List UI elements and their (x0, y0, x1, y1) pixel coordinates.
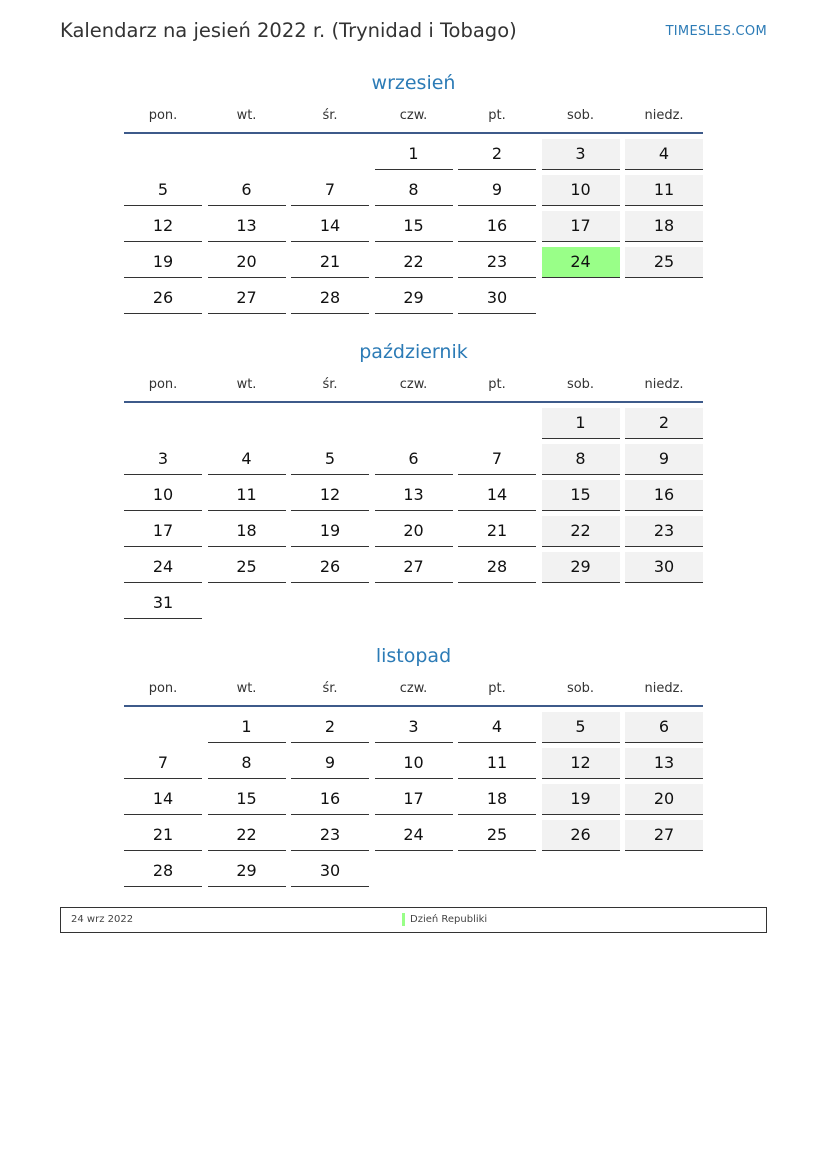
day-cell: 18 (625, 211, 703, 242)
empty-cell (124, 139, 202, 169)
legend-date: 24 wrz 2022 (71, 914, 134, 925)
day-cell: 10 (124, 480, 202, 511)
day-cell: 21 (124, 820, 202, 851)
day-cell: 22 (542, 516, 620, 547)
day-cell: 26 (542, 820, 620, 851)
day-cell: 13 (208, 211, 286, 242)
empty-cell (375, 408, 453, 438)
weekday-label: sob. (566, 108, 595, 123)
weekday-label: niedz. (644, 681, 684, 696)
day-cell: 6 (625, 712, 703, 743)
day-cell: 3 (124, 444, 202, 475)
weekday-label: pt. (488, 377, 506, 392)
weekday-label: czw. (399, 681, 428, 696)
page-title: Kalendarz na jesień 2022 r. (Trynidad i Tobago) (60, 19, 517, 42)
day-cell: 8 (542, 444, 620, 475)
weekday-label: wt. (236, 681, 257, 696)
legend-holiday-name: Dzień Republiki (410, 914, 488, 925)
day-cell: 7 (458, 444, 536, 475)
day-cell: 16 (625, 480, 703, 511)
weekday-label: sob. (566, 681, 595, 696)
day-cell: 27 (208, 283, 286, 314)
weekday-label: czw. (399, 108, 428, 123)
day-cell: 20 (208, 247, 286, 278)
empty-cell (291, 139, 369, 169)
day-cell: 11 (625, 175, 703, 206)
weekday-label: śr. (322, 377, 338, 392)
day-cell: 12 (542, 748, 620, 779)
empty-cell (124, 408, 202, 438)
day-cell: 20 (625, 784, 703, 815)
month-october (124, 336, 703, 619)
weekday-label: niedz. (644, 377, 684, 392)
day-cell: 17 (542, 211, 620, 242)
month-title: listopad (375, 645, 452, 667)
weekday-label: niedz. (644, 108, 684, 123)
day-cell: 5 (124, 175, 202, 206)
day-cell: 14 (458, 480, 536, 511)
day-cell: 19 (291, 516, 369, 547)
day-cell: 29 (542, 552, 620, 583)
day-cell: 25 (208, 552, 286, 583)
day-cell: 27 (625, 820, 703, 851)
day-cell: 16 (458, 211, 536, 242)
day-cell: 28 (291, 283, 369, 314)
day-cell: 1 (208, 712, 286, 743)
day-cell: 26 (124, 283, 202, 314)
weekday-label: wt. (236, 377, 257, 392)
day-cell: 5 (542, 712, 620, 743)
day-cell: 19 (124, 247, 202, 278)
day-grid (124, 139, 703, 314)
weekday-header (124, 368, 703, 403)
day-cell: 9 (458, 175, 536, 206)
brand-link[interactable]: TIMESLES.COM (665, 24, 767, 39)
day-cell: 29 (208, 856, 286, 887)
day-cell: 24 (124, 552, 202, 583)
holiday-day-cell: 24 (542, 247, 620, 278)
day-cell: 27 (375, 552, 453, 583)
day-cell: 10 (375, 748, 453, 779)
day-cell: 13 (625, 748, 703, 779)
day-cell: 11 (458, 748, 536, 779)
day-cell: 12 (124, 211, 202, 242)
day-cell: 7 (291, 175, 369, 206)
day-cell: 10 (542, 175, 620, 206)
day-cell: 13 (375, 480, 453, 511)
day-cell: 18 (458, 784, 536, 815)
month-september (124, 67, 703, 314)
empty-cell (291, 408, 369, 438)
day-cell: 8 (375, 175, 453, 206)
day-cell: 3 (375, 712, 453, 743)
day-cell: 6 (208, 175, 286, 206)
day-cell: 17 (375, 784, 453, 815)
weekday-label: sob. (566, 377, 595, 392)
day-cell: 4 (208, 444, 286, 475)
day-cell: 12 (291, 480, 369, 511)
day-cell: 7 (124, 748, 202, 779)
day-cell: 19 (542, 784, 620, 815)
weekday-label: pt. (488, 681, 506, 696)
day-cell: 15 (375, 211, 453, 242)
month-title: październik (359, 341, 468, 363)
weekday-label: pon. (148, 108, 178, 123)
day-grid (124, 408, 703, 619)
legend-color-marker (402, 913, 405, 926)
month-title: wrzesień (371, 72, 456, 94)
day-cell: 17 (124, 516, 202, 547)
day-cell: 14 (291, 211, 369, 242)
holiday-legend (60, 907, 767, 933)
day-cell: 23 (458, 247, 536, 278)
day-cell: 30 (291, 856, 369, 887)
day-cell: 22 (375, 247, 453, 278)
day-cell: 15 (208, 784, 286, 815)
day-cell: 28 (124, 856, 202, 887)
day-cell: 28 (458, 552, 536, 583)
empty-cell (208, 139, 286, 169)
weekday-label: pon. (148, 681, 178, 696)
empty-cell (124, 712, 202, 742)
day-cell: 31 (124, 588, 202, 619)
weekday-header (124, 99, 703, 134)
day-cell: 4 (458, 712, 536, 743)
day-cell: 6 (375, 444, 453, 475)
day-cell: 26 (291, 552, 369, 583)
day-cell: 18 (208, 516, 286, 547)
day-cell: 24 (375, 820, 453, 851)
day-cell: 2 (458, 139, 536, 170)
weekday-label: śr. (322, 681, 338, 696)
day-cell: 29 (375, 283, 453, 314)
day-cell: 21 (291, 247, 369, 278)
day-cell: 23 (291, 820, 369, 851)
day-cell: 25 (458, 820, 536, 851)
day-cell: 1 (375, 139, 453, 170)
day-cell: 5 (291, 444, 369, 475)
day-cell: 9 (625, 444, 703, 475)
day-cell: 14 (124, 784, 202, 815)
weekday-label: śr. (322, 108, 338, 123)
day-cell: 2 (291, 712, 369, 743)
weekday-label: pon. (148, 377, 178, 392)
weekday-label: czw. (399, 377, 428, 392)
empty-cell (458, 408, 536, 438)
day-cell: 30 (625, 552, 703, 583)
empty-cell (208, 408, 286, 438)
day-cell: 9 (291, 748, 369, 779)
day-cell: 25 (625, 247, 703, 278)
day-cell: 30 (458, 283, 536, 314)
day-cell: 1 (542, 408, 620, 439)
day-cell: 22 (208, 820, 286, 851)
weekday-label: wt. (236, 108, 257, 123)
day-cell: 16 (291, 784, 369, 815)
month-november (124, 640, 703, 887)
day-cell: 21 (458, 516, 536, 547)
weekday-label: pt. (488, 108, 506, 123)
day-grid (124, 712, 703, 887)
day-cell: 2 (625, 408, 703, 439)
day-cell: 3 (542, 139, 620, 170)
day-cell: 11 (208, 480, 286, 511)
day-cell: 4 (625, 139, 703, 170)
weekday-header (124, 672, 703, 707)
day-cell: 8 (208, 748, 286, 779)
day-cell: 20 (375, 516, 453, 547)
day-cell: 23 (625, 516, 703, 547)
day-cell: 15 (542, 480, 620, 511)
